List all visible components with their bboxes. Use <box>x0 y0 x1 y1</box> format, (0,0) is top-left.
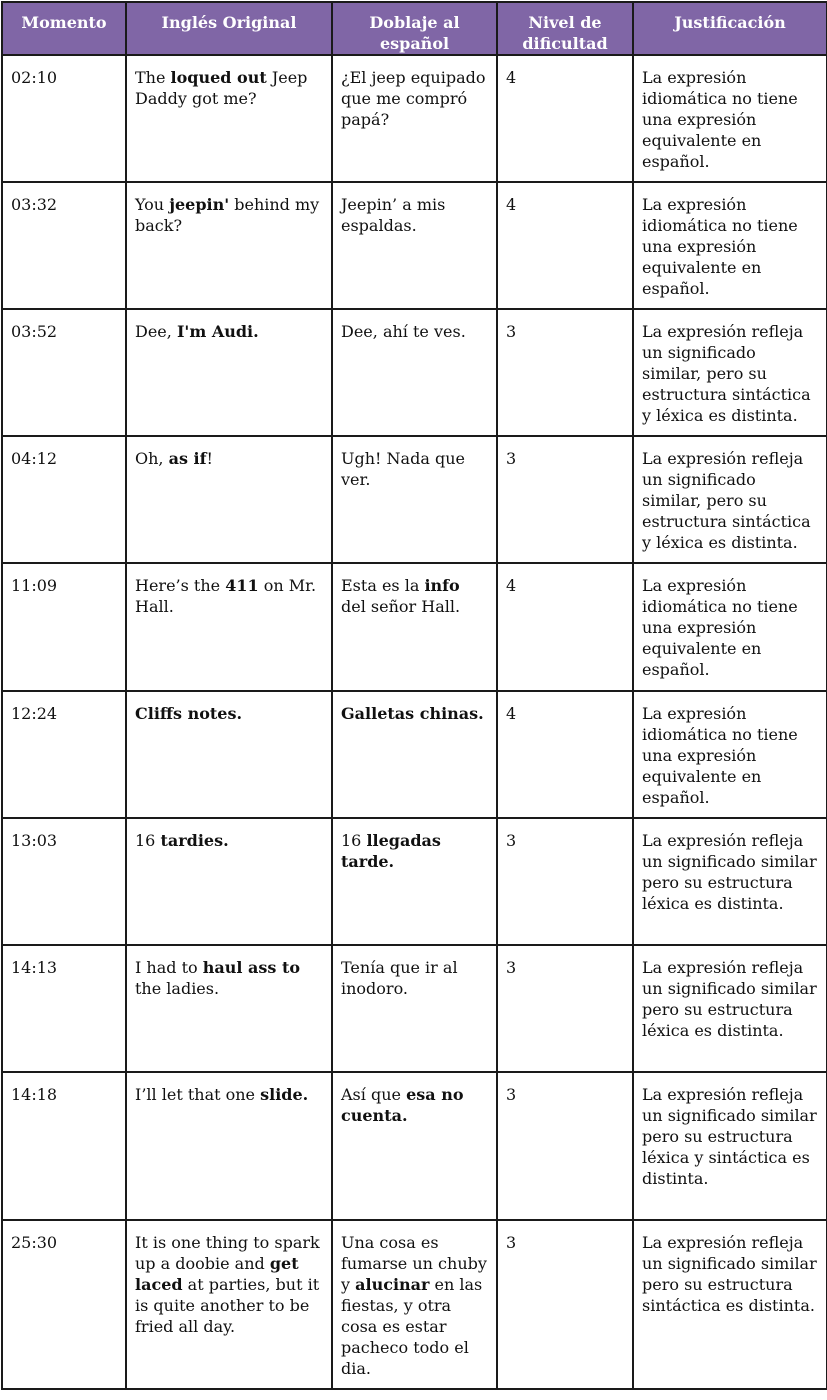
bold-expression: jeepin' <box>169 195 230 214</box>
table-row <box>2 563 827 691</box>
cell-momento: 25:30 <box>2 1220 126 1389</box>
text-segment: Jeepin’ a mis espaldas. <box>341 195 446 235</box>
text-segment: Here’s the <box>135 576 226 595</box>
cell-nivel-dificultad: 3 <box>497 1072 633 1220</box>
cell-nivel-dificultad: 4 <box>497 182 633 309</box>
table-row <box>2 182 827 309</box>
header-momento: Momento <box>2 2 126 55</box>
text-segment: Una cosa es fumarse un chuby y <box>341 1233 487 1294</box>
cell-momento: 04:12 <box>2 436 126 563</box>
bold-expression: haul ass to <box>202 958 301 977</box>
cell-momento: 14:13 <box>2 945 126 1072</box>
text-segment: Oh, <box>135 449 169 468</box>
cell-momento: 03:52 <box>2 309 126 436</box>
cell-doblaje <box>332 691 497 818</box>
text-segment: Ugh! Nada que ver. <box>341 449 465 489</box>
table-row <box>2 436 827 563</box>
bold-expression: alucinar <box>355 1275 430 1294</box>
text-segment: on Mr. Hall. <box>135 576 317 616</box>
cell-doblaje <box>332 436 497 563</box>
bold-expression: tardies. <box>160 831 229 850</box>
cell-doblaje <box>332 945 497 1072</box>
cell-ingles-original <box>126 691 332 818</box>
text-segment: ¿El jeep equipado que me compró papá? <box>341 68 486 129</box>
cell-nivel-dificultad: 4 <box>497 55 633 182</box>
cell-justificacion: La expresión refleja un significado similar, pero su estructura sintáctica y léxica es distinta. <box>633 436 827 563</box>
table-row <box>2 1220 827 1389</box>
text-segment: Dee, ahí te ves. <box>341 322 466 341</box>
cell-nivel-dificultad: 4 <box>497 563 633 691</box>
bold-expression: esa no cuenta. <box>341 1085 464 1125</box>
text-segment: Jeep Daddy got me? <box>135 68 308 108</box>
text-segment: en las fiestas, y otra cosa es estar pacheco todo el dia. <box>341 1275 483 1378</box>
bold-expression: Cliffs notes. <box>135 704 243 723</box>
translation-table <box>1 1 827 1390</box>
text-segment: Así que <box>341 1085 407 1104</box>
text-segment: Tenía que ir al inodoro. <box>341 958 458 998</box>
cell-ingles-original <box>126 309 332 436</box>
bold-expression: Galletas chinas. <box>341 704 484 723</box>
text-segment: the ladies. <box>135 979 220 998</box>
text-segment: del señor Hall. <box>341 597 461 616</box>
cell-ingles-original <box>126 563 332 691</box>
bold-expression: I'm Audi. <box>176 322 259 341</box>
text-segment: at parties, but it is quite another to be fried all day. <box>135 1275 320 1336</box>
bold-expression: as if <box>168 449 207 468</box>
cell-nivel-dificultad: 3 <box>497 818 633 945</box>
header-ingles-original: Inglés Original <box>126 2 332 55</box>
cell-nivel-dificultad: 3 <box>497 945 633 1072</box>
cell-nivel-dificultad: 3 <box>497 1220 633 1389</box>
cell-momento: 03:32 <box>2 182 126 309</box>
cell-doblaje <box>332 818 497 945</box>
cell-ingles-original <box>126 1072 332 1220</box>
cell-justificacion: La expresión refleja un significado similar, pero su estructura sintáctica y léxica es distinta. <box>633 309 827 436</box>
cell-doblaje <box>332 1072 497 1220</box>
cell-justificacion: La expresión refleja un significado similar pero su estructura sintáctica es distinta. <box>633 1220 827 1389</box>
text-segment: Esta es la <box>341 576 425 595</box>
bold-expression: llegadas tarde. <box>341 831 441 871</box>
cell-justificacion: La expresión idiomática no tiene una expresión equivalente en español. <box>633 691 827 818</box>
cell-nivel-dificultad: 4 <box>497 691 633 818</box>
header-doblaje: Doblaje al español <box>332 2 497 55</box>
text-segment: I had to <box>135 958 203 977</box>
text-segment: I’ll let that one <box>135 1085 261 1104</box>
text-segment: 16 <box>135 831 161 850</box>
cell-momento: 14:18 <box>2 1072 126 1220</box>
cell-ingles-original <box>126 55 332 182</box>
cell-doblaje <box>332 55 497 182</box>
text-segment: It is one thing to spark up a doobie and <box>135 1233 320 1273</box>
cell-ingles-original <box>126 1220 332 1389</box>
text-segment: The <box>135 68 171 87</box>
bold-expression: 411 <box>225 576 259 595</box>
cell-ingles-original <box>126 182 332 309</box>
text-segment: behind my back? <box>135 195 320 235</box>
cell-nivel-dificultad: 3 <box>497 309 633 436</box>
cell-ingles-original <box>126 945 332 1072</box>
bold-expression: get laced <box>135 1254 299 1294</box>
table-row <box>2 1072 827 1220</box>
cell-doblaje <box>332 1220 497 1389</box>
cell-doblaje <box>332 563 497 691</box>
text-segment: You <box>135 195 170 214</box>
cell-nivel-dificultad: 3 <box>497 436 633 563</box>
table-row <box>2 945 827 1072</box>
bold-expression: loqued out <box>170 68 267 87</box>
cell-ingles-original <box>126 436 332 563</box>
cell-justificacion: La expresión refleja un significado similar pero su estructura léxica es distinta. <box>633 945 827 1072</box>
header-justificacion: Justificación <box>633 2 827 55</box>
cell-momento: 13:03 <box>2 818 126 945</box>
text-segment: ! <box>206 449 213 468</box>
table-row <box>2 818 827 945</box>
cell-justificacion: La expresión refleja un significado similar pero su estructura léxica y sintáctica es distinta. <box>633 1072 827 1220</box>
cell-justificacion: La expresión idiomática no tiene una expresión equivalente en español. <box>633 55 827 182</box>
cell-momento: 11:09 <box>2 563 126 691</box>
cell-momento: 02:10 <box>2 55 126 182</box>
bold-expression: slide. <box>260 1085 309 1104</box>
table-row <box>2 55 827 182</box>
table-row <box>2 691 827 818</box>
cell-ingles-original <box>126 818 332 945</box>
cell-doblaje <box>332 182 497 309</box>
cell-momento: 12:24 <box>2 691 126 818</box>
cell-justificacion: La expresión idiomática no tiene una expresión equivalente en español. <box>633 182 827 309</box>
text-segment: 16 <box>341 831 367 850</box>
cell-justificacion: La expresión idiomática no tiene una expresión equivalente en español. <box>633 563 827 691</box>
header-nivel-dificultad: Nivel de dificultad <box>497 2 633 55</box>
table-row <box>2 309 827 436</box>
cell-doblaje <box>332 309 497 436</box>
header-row <box>2 2 827 55</box>
bold-expression: info <box>424 576 460 595</box>
text-segment: Dee, <box>135 322 177 341</box>
cell-justificacion: La expresión refleja un significado similar pero su estructura léxica es distinta. <box>633 818 827 945</box>
